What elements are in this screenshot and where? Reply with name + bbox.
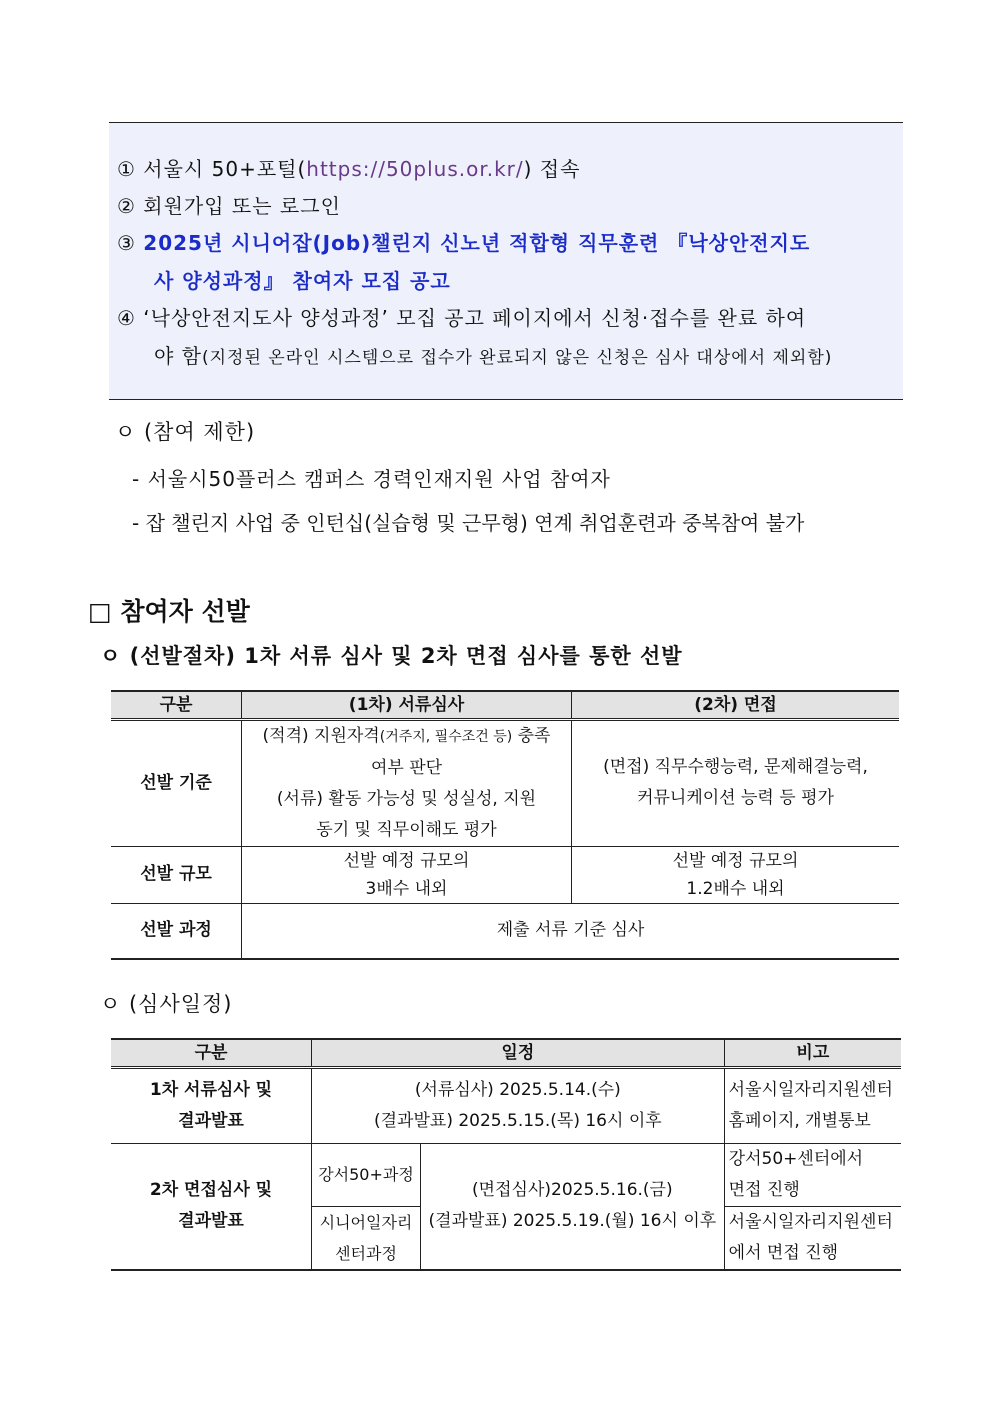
- cell-text: (결과발표) 2025.5.19.(월) 16시 이후: [428, 1211, 717, 1231]
- cell: [724, 1206, 901, 1270]
- restriction-item: - 서울시50플러스 캠퍼스 경력인재지원 사업 참여자: [132, 467, 611, 491]
- cell: [572, 846, 900, 903]
- selection-criteria-table: [111, 690, 899, 960]
- step-1: [117, 151, 580, 188]
- step-text: 서울시 50+포털(: [143, 157, 307, 181]
- step-3: [117, 225, 810, 262]
- cell-text: 홈페이지, 개별통보: [728, 1110, 871, 1131]
- cell: [312, 1067, 725, 1143]
- cell-text: 면접 진행: [728, 1179, 800, 1200]
- table-row: [111, 846, 899, 903]
- header-cell: (1차) 서류심사: [242, 691, 572, 719]
- cell-text: 결과발표: [178, 1110, 244, 1131]
- cell: [312, 1206, 421, 1270]
- step-text: 2025년 시니어잡(Job)챌린지 신노년 적합형 직무훈련 『낙상안전지도: [143, 231, 811, 255]
- header-cell: 일정: [312, 1039, 725, 1067]
- step-number: ③: [117, 231, 136, 255]
- cell-text: (면접) 직무수행능력, 문제해결능력,: [603, 757, 868, 777]
- step-number: ①: [117, 157, 136, 181]
- portal-link[interactable]: https://50plus.or.kr/: [306, 157, 524, 181]
- cell-text: (적격) 지원자격: [262, 725, 380, 746]
- cell-text: 1차 서류심사 및: [149, 1079, 273, 1100]
- cell-text: 서울시일자리지원센터: [728, 1211, 893, 1232]
- row-label: [111, 1067, 312, 1143]
- step-number: ②: [117, 194, 136, 218]
- cell-text: 서울시일자리지원센터: [728, 1079, 893, 1100]
- row-label: 선발 기준: [111, 719, 242, 846]
- row-label: 선발 과정: [111, 903, 242, 959]
- row-label: [111, 1143, 312, 1270]
- cell-text: 센터과정: [335, 1243, 397, 1263]
- table-row: [111, 903, 899, 959]
- step-text: ) 접속: [523, 157, 581, 181]
- header-cell: 비고: [724, 1039, 901, 1067]
- cell-text: (서류심사) 2025.5.14.(수): [414, 1079, 621, 1100]
- header-cell: 구분: [111, 1039, 312, 1067]
- cell: [242, 846, 572, 903]
- cell: [724, 1143, 901, 1206]
- step-4-cont: [154, 338, 832, 377]
- step-text: 야 함: [154, 344, 202, 368]
- cell-text: 동기 및 직무이해도 평가: [316, 819, 497, 840]
- table-row: [111, 1143, 901, 1206]
- cell-text: 커뮤니케이션 능력 등 평가: [637, 788, 834, 808]
- cell: 강서50+과정: [312, 1143, 421, 1206]
- cell-text: 2차 면접심사 및: [149, 1180, 273, 1200]
- procedure-heading: ㅇ (선발절차) 1차 서류 심사 및 2차 면접 심사를 통한 선발: [100, 644, 683, 668]
- application-steps-box: [109, 122, 903, 400]
- restriction-item: - 잡 챌린지 사업 중 인턴십(실습형 및 근무형) 연계 취업훈련과 중복참여 불가: [132, 511, 805, 535]
- table-row: [111, 719, 899, 846]
- step-text: 회원가입 또는 로그인: [143, 194, 341, 218]
- header-cell: 구분: [111, 691, 242, 719]
- cell-text: 선발 예정 규모의: [343, 850, 470, 871]
- table-row: [111, 1067, 901, 1143]
- cell: [724, 1067, 901, 1143]
- header-cell: (2차) 면접: [572, 691, 900, 719]
- cell-text: (서류) 활동 가능성 및 성실성, 지원: [276, 788, 537, 809]
- schedule-table: [111, 1038, 901, 1271]
- cell: [242, 719, 572, 846]
- cell-text: 강서50+센터에서: [728, 1148, 864, 1169]
- step-number: ④: [117, 306, 136, 330]
- cell-text: 선발 예정 규모의: [672, 850, 799, 871]
- cell-text: (결과발표) 2025.5.15.(목) 16시 이후: [374, 1110, 662, 1131]
- cell: [421, 1143, 725, 1270]
- restriction-heading: ㅇ (참여 제한): [115, 420, 256, 444]
- step-note: (지정된 온라인 시스템으로 접수가 완료되지 않은 신청은 심사 대상에서 제외함): [202, 348, 833, 368]
- cell-text: 1.2배수 내외: [686, 878, 785, 899]
- step-2: [117, 188, 341, 225]
- cell-text: 3배수 내외: [365, 878, 448, 899]
- schedule-heading: ㅇ (심사일정): [100, 992, 233, 1016]
- cell: [572, 719, 900, 846]
- cell-text: 결과발표: [178, 1211, 244, 1231]
- cell: 제출 서류 기준 심사: [242, 903, 900, 959]
- cell-text: 충족: [512, 725, 551, 746]
- cell-text: 여부 판단: [370, 757, 443, 778]
- section-title: □ 참여자 선발: [88, 597, 250, 626]
- cell-text: (면접심사)2025.5.16.(금): [472, 1180, 673, 1200]
- cell-text: (거주지, 필수조건 등): [379, 728, 513, 745]
- step-text: ‘낙상안전지도사 양성과정’ 모집 공고 페이지에서 신청·접수를 완료 하여: [143, 306, 807, 330]
- row-label: 선발 규모: [111, 846, 242, 903]
- step-4: [117, 300, 806, 337]
- cell-text: 에서 면접 진행: [728, 1242, 839, 1263]
- cell-text: 시니어일자리: [319, 1212, 413, 1232]
- step-text: 사 양성과정』 참여자 모집 공고: [154, 269, 451, 293]
